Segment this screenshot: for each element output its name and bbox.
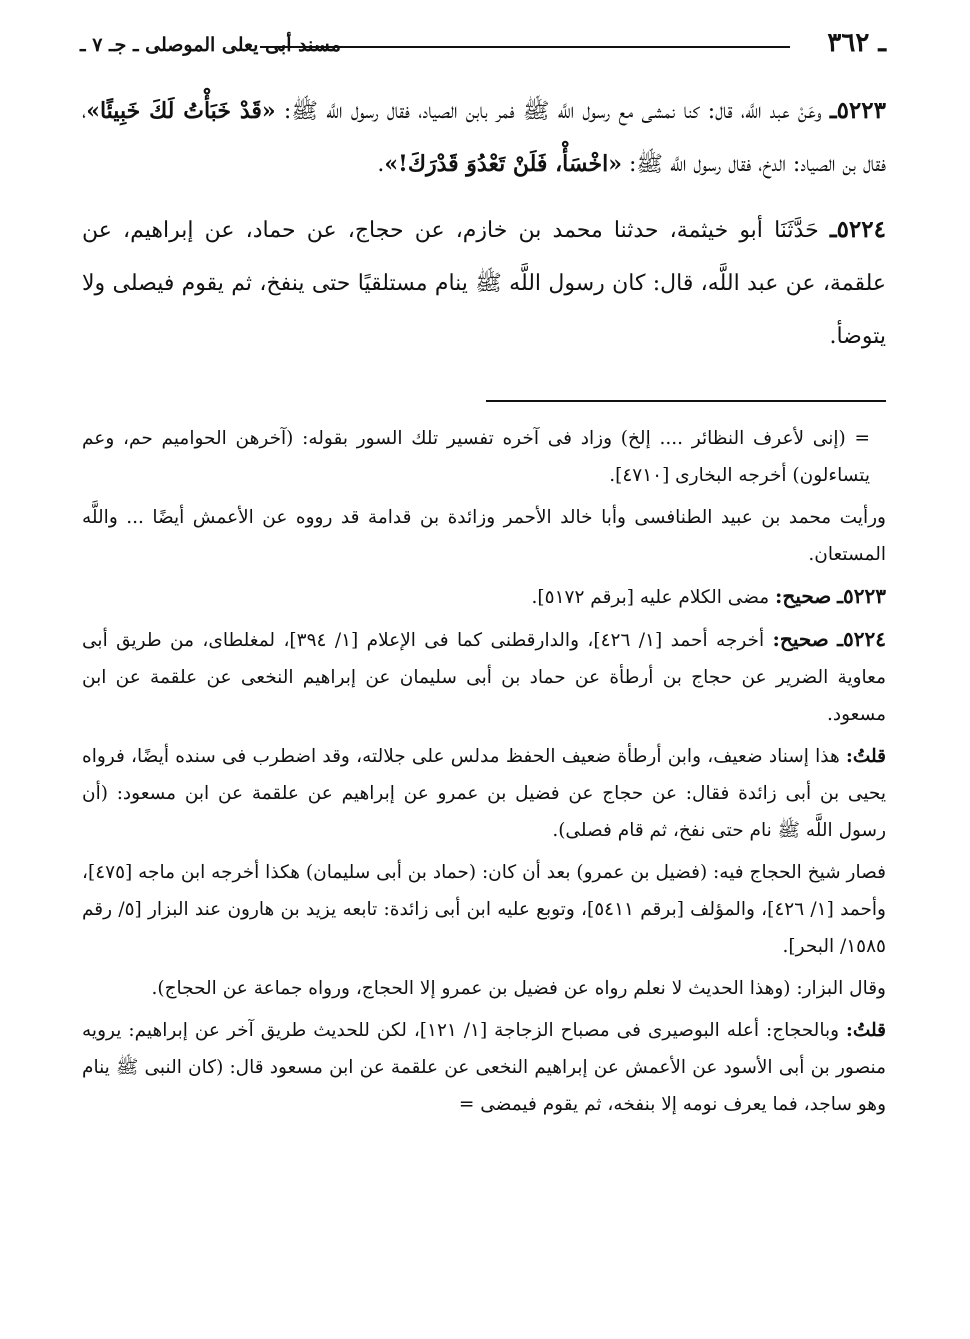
hadith-number: ٥٢٢٣ـ [829,97,886,124]
footnote-number: ٥٢٢٣ـ [837,584,886,608]
hadith-text-part: وعَنْ عبد اللَّه، قال: كنا نمشى مع رسول اللَّه ﷺ فمر بابن الصياد، فقال رسول اللَّه ﷺ: [275,99,830,124]
footnote-number: ٥٢٢٤ـ [837,627,886,651]
footnote-continuation: = (إنى لأعرف النظائر .... إلخ) وزاد فى آخره تفسير تلك السور بقوله: (آخرهن الحواميم حم، وعم يتساءلون) أخرجه البخارى [٤٧١٠]. [82,428,870,486]
footnote-text: أخرجه أحمد [١/ ٤٢٦]، والدارقطنى كما فى الإعلام [١/ ٣٩٤]، لمغلطاى، من طريق أبى معاوية الضرير عن حجاج بن أرطأة عن حماد بن أبى سليمان عن إبراهيم النخعى عن علقمة عن ابن مسعود. [82,630,886,725]
footnote-text: هذا إسناد ضعيف، وابن أرطأة ضعيف الحفظ مدلس على جلالته، وقد اضطرب فى سنده أيضًا، فرواه يحيى بن أبى زائدة فقال: عن حجاج عن فضيل بن عمرو عن إبراهيم عن علقمة عن ابن مسعود: (أن رسول اللَّه ﷺ نام حتى نفخ، ثم قام فصلى). [82,746,886,841]
running-title: مسند أبى يعلى الموصلى ـ جـ ٧ ـ [80,34,341,56]
hadith-text-part: . [377,152,385,177]
hadith-text-part: حَدَّثَنَا أبو خيثمة، حدثنا محمد بن خازم، عن حجاج، عن حماد، عن إبراهيم، عن علقمة، عن عبد اللَّه، قال: كان رسول اللَّه ﷺ ينام مستلقيًا حتى ينفخ، ثم يقوم فيصلى ولا يتوضأ. [82,218,886,349]
footnote-5223 [82,578,886,616]
hadith-text [82,84,886,375]
comment-label: قلتُ: [846,1020,886,1041]
grade-label: صحيح: [775,584,832,608]
footnote-comment [82,1012,886,1123]
prophetic-quote: «قَدْ خَبَأْتُ لَكَ خَبِيئًا» [86,98,276,124]
hadith-text-part: ، فقال بن الصياد: الدخ، فقال رسول اللَّه ﷺ: [82,99,886,177]
hadith-5224 [82,203,886,363]
footnote-5224 [82,621,886,733]
footnote-paragraph: وقال البزار: (وهذا الحديث لا نعلم رواه عن فضيل بن عمرو إلا الحجاج، ورواه جماعة عن الحجاج). [151,978,886,999]
footnote-separator [486,400,886,402]
footnote-comment [82,738,886,849]
page-number: ـ ٣٦٢ [827,28,886,58]
hadith-number: ٥٢٢٤ـ [829,216,886,243]
comment-label: قلتُ: [846,746,886,767]
grade-label: صحيح: [772,627,829,651]
footnote-text: مضى الكلام عليه [برقم ٥١٧٢]. [531,587,776,608]
footnote-paragraph: فصار شيخ الحجاج فيه: (فضيل بن عمرو) بعد أن كان: (حماد بن أبى سليمان) هكذا أخرجه ابن ماجه [٤٧٥]، وأحمد [١/ ٤٢٦]، والمؤلف [برقم ٥٤١١]، وتوبع عليه ابن أبى زائدة: تابعه يزيد بن هارون عند البزار [٥/ رقم ١٥٨٥/ البحر]. [82,862,886,957]
footnote-text: وبالحجاج: أعله البوصيرى فى مصباح الزجاجة [١/ ١٢١]، لكن للحديث طريق آخر عن إبراهيم: يرويه منصور بن أبى الأسود عن الأعمش عن إبراهيم النخعى عن علقمة عن ابن مسعود قال: (كان النبى ﷺ ينام وهو ساجد، فما يعرف نومه إلا بنفخه، ثم يقوم فيمضى = [82,1020,886,1115]
footnote-paragraph: ورأيت محمد بن عبيد الطنافسى وأبا خالد الأحمر وزائدة بن قدامة قد رووه عن الأعمش أيضًا ... واللَّه المستعان. [82,507,886,565]
hadith-5223 [82,84,886,191]
footnotes [82,420,886,1128]
prophetic-quote: «اخْسَأْ، فَلَنْ تَعْدُوَ قَدْرَكَ!» [384,151,622,177]
page-header [80,28,886,62]
